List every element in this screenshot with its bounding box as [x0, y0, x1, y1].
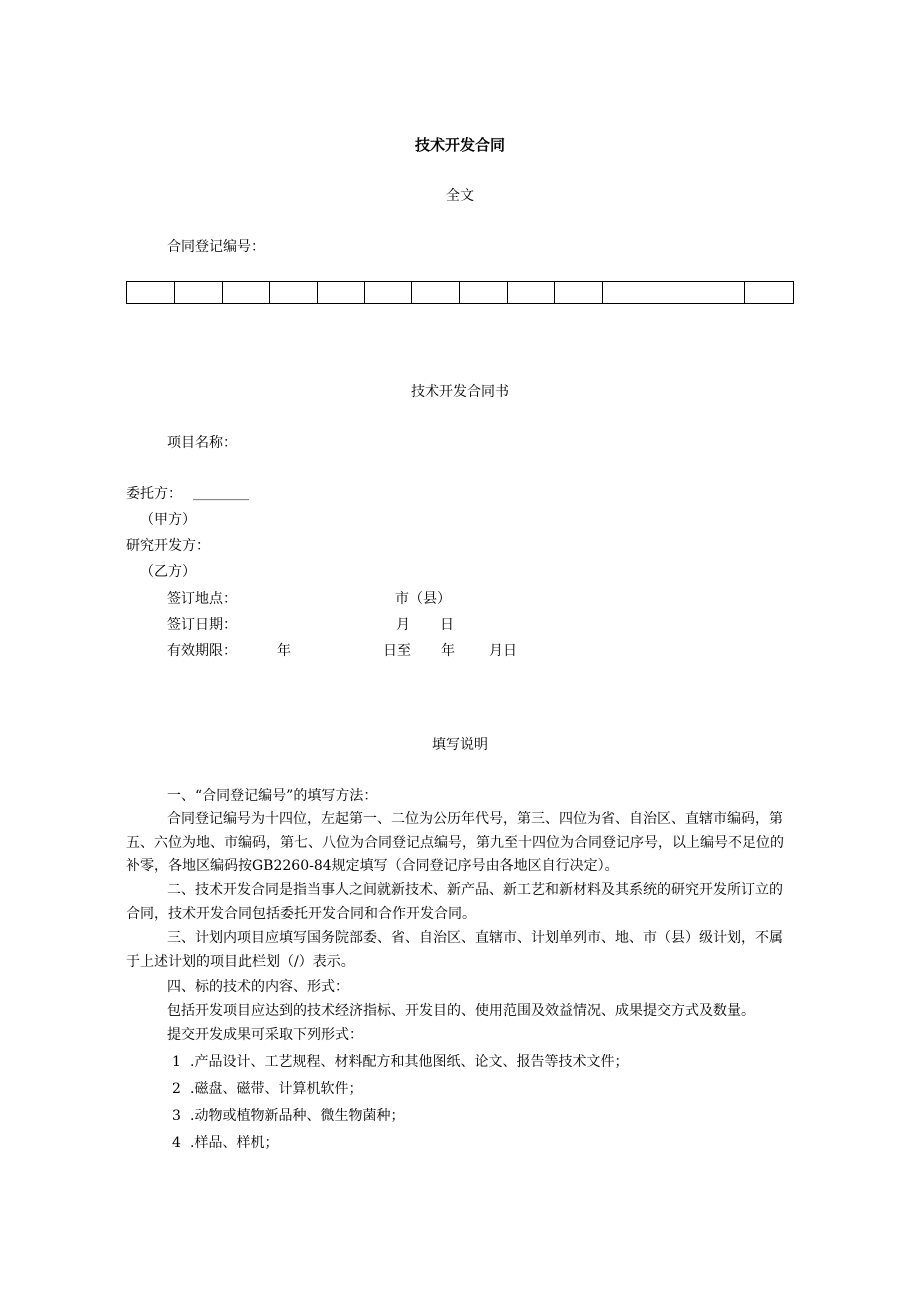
validity-year-end: 年: [441, 643, 455, 659]
registration-cell[interactable]: [127, 282, 175, 304]
signing-place-label: 签订地点：: [167, 591, 237, 607]
registration-cell[interactable]: [412, 282, 460, 304]
party-b-label: （乙方）: [140, 564, 196, 580]
registration-cell[interactable]: [508, 282, 555, 304]
signing-date-label: 签订日期：: [167, 617, 237, 633]
signing-date-day: 日: [440, 617, 454, 633]
validity-month-day: 月日: [489, 643, 517, 659]
client-label: 委托方：: [126, 486, 182, 502]
form-item-text: .样品、样机；: [190, 1135, 279, 1151]
form-item-text: .产品设计、工艺规程、材料配方和其他图纸、论文、报告等技术文件；: [190, 1054, 629, 1070]
form-item-number: 1: [172, 1054, 181, 1070]
registration-cell[interactable]: [175, 282, 223, 304]
section-4-forms-intro: 提交开发成果可采取下列形式：: [167, 1027, 363, 1043]
registration-cell[interactable]: [460, 282, 508, 304]
registration-number-grid: [126, 281, 794, 304]
form-item-text: .动物或植物新品种、微生物菌种；: [190, 1108, 405, 1124]
section-1-title: 一、“合同登记编号”的填写方法：: [167, 788, 378, 804]
registration-number-label: 合同登记编号：: [167, 239, 265, 255]
form-item-number: 4: [172, 1135, 181, 1151]
document-title: 技术开发合同: [414, 136, 505, 154]
registration-cell[interactable]: [365, 282, 412, 304]
project-name-label: 项目名称：: [167, 435, 237, 451]
document-subtitle: 全文: [446, 188, 474, 204]
registration-cell[interactable]: [318, 282, 365, 304]
registration-cell[interactable]: [555, 282, 603, 304]
registration-cell[interactable]: [270, 282, 318, 304]
client-blank[interactable]: ________: [193, 485, 249, 501]
party-a-label: （甲方）: [140, 512, 196, 528]
signing-date-month: 月: [396, 617, 410, 633]
section-3-body: 三、计划内项目应填写国务院部委、省、自治区、直辖市、计划单列市、地、市（县）级计划，不属于上述计划的项目此栏划（/）表示。: [126, 930, 783, 970]
form-item-number: 3: [172, 1108, 181, 1124]
registration-grid-row: [127, 282, 794, 304]
registration-cell[interactable]: [745, 282, 794, 304]
instructions-heading: 填写说明: [432, 737, 488, 753]
validity-year-start: 年: [277, 643, 291, 659]
validity-label: 有效期限：: [167, 643, 237, 659]
validity-day-to: 日至: [383, 643, 411, 659]
section-4-body: 包括开发项目应达到的技术经济指标、开发目的、使用范围及效益情况、成果提交方式及数量。: [167, 1003, 755, 1019]
contract-book-heading: 技术开发合同书: [411, 384, 509, 400]
form-item-text: .磁盘、磁带、计算机软件；: [190, 1081, 363, 1097]
developer-label: 研究开发方：: [126, 538, 210, 554]
section-1-body: 合同登记编号为十四位，左起第一、二位为公历年代号，第三、四位为省、自治区、直辖市编码，第五、六位为地、市编码，第七、八位为合同登记点编号，第九至十四位为合同登记序号，以上编号不足位的补零，各地区编码按GB2260-84规定填写（合同登记序号由各地区自行决定）。: [126, 811, 784, 874]
registration-cell[interactable]: [603, 282, 745, 304]
section-2-body: 二、技术开发合同是指当事人之间就新技术、新产品、新工艺和新材料及其系统的研究开发所订立的合同，技术开发合同包括委托开发合同和合作开发合同。: [126, 882, 783, 922]
form-item-number: 2: [172, 1081, 181, 1097]
section-4-title: 四、标的技术的内容、形式：: [167, 979, 349, 995]
signing-place-suffix: 市（县）: [395, 591, 451, 607]
registration-cell[interactable]: [223, 282, 270, 304]
